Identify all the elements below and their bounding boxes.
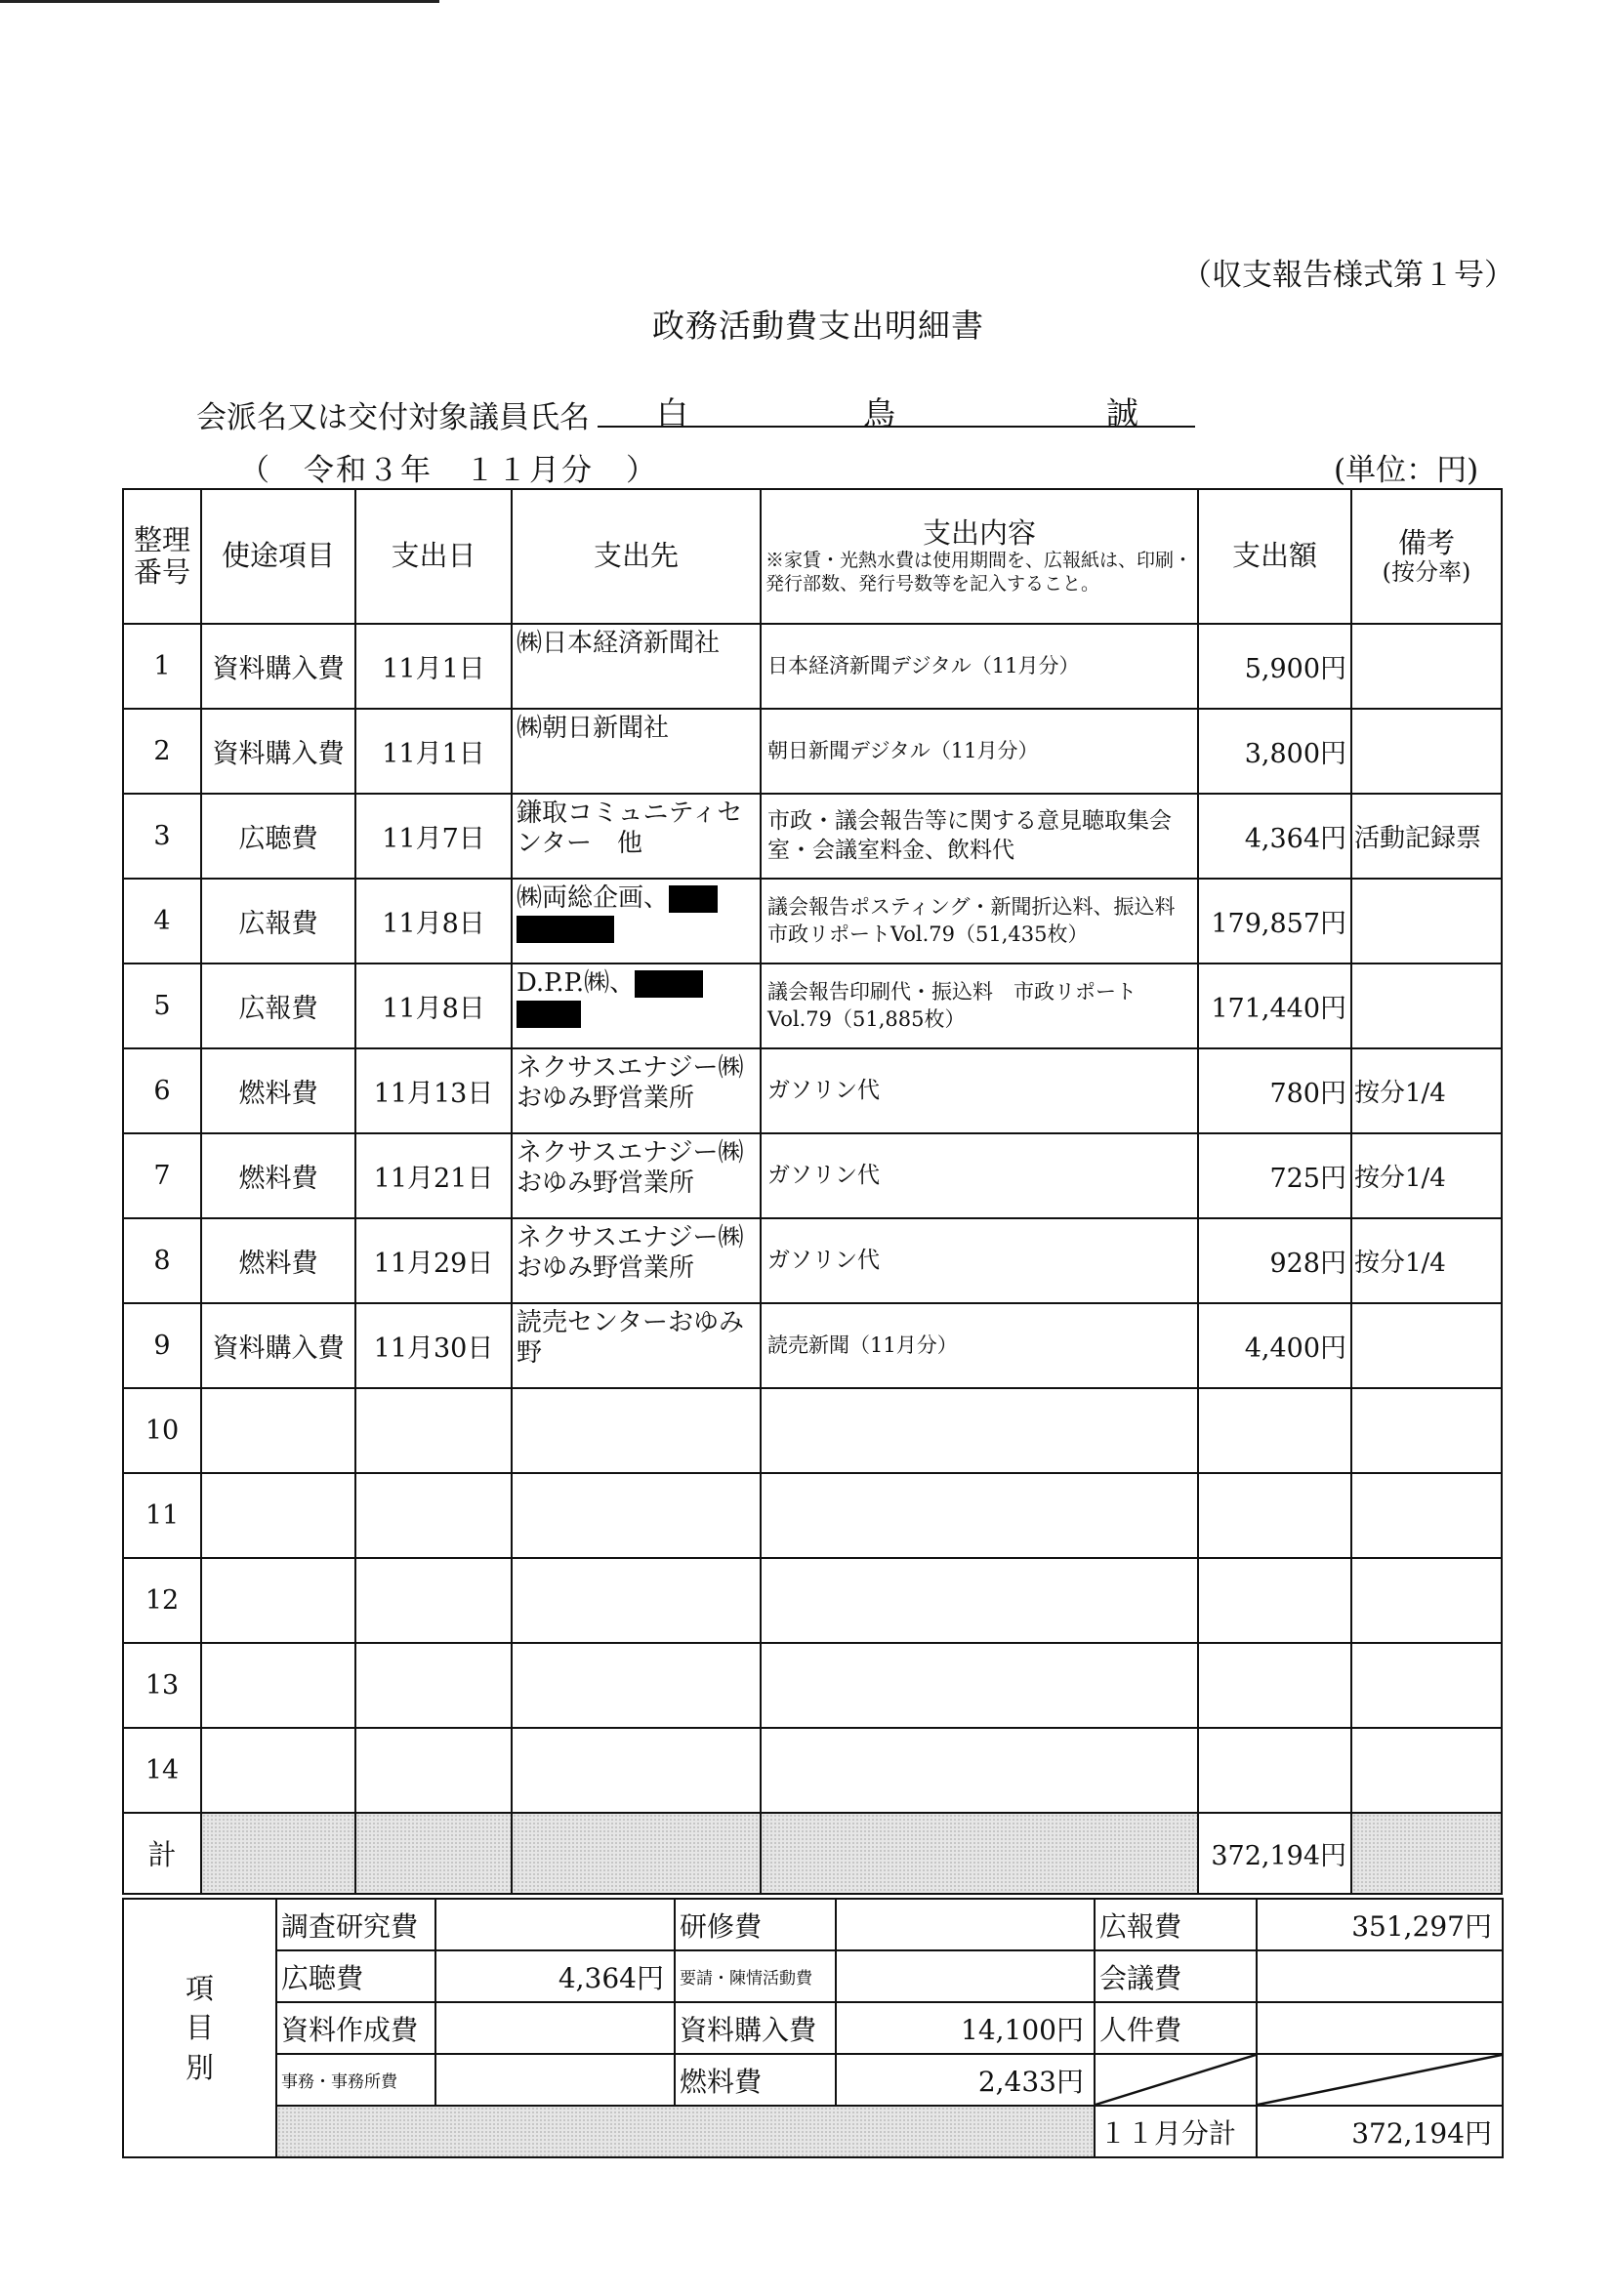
row-date: 11月13日 [355, 1048, 512, 1133]
category-value [435, 2002, 675, 2054]
form-number: （収支報告様式第１号） [1181, 258, 1514, 293]
row-content: 日本経済新聞デジタル（11月分） [761, 624, 1198, 709]
table-row [123, 1643, 1502, 1728]
row-amount: 4,400円 [1198, 1303, 1351, 1388]
category-side-label: 項目別 [123, 1899, 276, 2157]
row-payee [512, 1473, 761, 1558]
row-use: 燃料費 [201, 1048, 355, 1133]
category-summary-table [122, 1898, 1504, 2158]
content-instruction: ※家賃・光熱水費は使用期間を、広報紙は、印刷・発行部数、発行号数等を記入すること。 [765, 549, 1193, 594]
row-number: 4 [123, 879, 201, 964]
category-value: 351,297円 [1257, 1899, 1503, 1950]
row-payee [512, 964, 761, 1048]
row-use [201, 1473, 355, 1558]
row-note: 按分1/4 [1351, 1048, 1502, 1133]
row-content [761, 1473, 1198, 1558]
row-amount: 5,900円 [1198, 624, 1351, 709]
row-note: 按分1/4 [1351, 1133, 1502, 1218]
redaction-block [517, 1001, 581, 1028]
row-amount [1198, 1643, 1351, 1728]
category-label: 燃料費 [675, 2054, 836, 2106]
row-date: 11月1日 [355, 624, 512, 709]
row-use [201, 1643, 355, 1728]
category-label: 広聴費 [276, 1950, 435, 2002]
redaction-block [517, 916, 614, 943]
row-content: 読売新聞（11月分） [761, 1303, 1198, 1388]
note-title: 備考 [1397, 525, 1455, 559]
row-date [355, 1388, 512, 1473]
row-content: ガソリン代 [761, 1218, 1198, 1303]
row-number: 8 [123, 1218, 201, 1303]
row-date [355, 1643, 512, 1728]
expense-detail-table [122, 488, 1503, 1895]
row-note [1351, 879, 1502, 964]
category-label: 事務・事務所費 [276, 2054, 435, 2106]
category-value: 4,364円 [435, 1950, 675, 2002]
table-row [123, 1303, 1502, 1388]
row-use: 広報費 [201, 879, 355, 964]
category-label: 広報費 [1095, 1899, 1257, 1950]
row-date: 11月1日 [355, 709, 512, 794]
content-title: 支出内容 [922, 515, 1036, 550]
row-use: 燃料費 [201, 1133, 355, 1218]
table-row [123, 964, 1502, 1048]
row-note [1351, 624, 1502, 709]
row-use [201, 1388, 355, 1473]
row-date [355, 1473, 512, 1558]
summary-row [123, 1899, 1503, 1950]
row-date: 11月21日 [355, 1133, 512, 1218]
table-row [123, 794, 1502, 879]
row-date [355, 1728, 512, 1813]
month-total-value: 372,194円 [1257, 2106, 1503, 2157]
row-amount [1198, 1473, 1351, 1558]
row-amount: 780円 [1198, 1048, 1351, 1133]
document-title: 政務活動費支出明細書 [652, 307, 984, 345]
row-use: 燃料費 [201, 1218, 355, 1303]
row-use: 広報費 [201, 964, 355, 1048]
row-content [761, 1643, 1198, 1728]
table-row [123, 1218, 1502, 1303]
row-date: 11月8日 [355, 879, 512, 964]
row-content: 市政・議会報告等に関する意見聴取集会室・会議室料金、飲料代 [761, 794, 1198, 879]
col-header-note [1351, 489, 1502, 624]
row-note [1351, 1303, 1502, 1388]
row-number: 14 [123, 1728, 201, 1813]
category-value [836, 1950, 1095, 2002]
row-payee: 鎌取コミュニティセンター 他 [512, 794, 761, 879]
member-name-part: 誠 [1106, 394, 1138, 432]
row-date: 11月30日 [355, 1303, 512, 1388]
shaded-cell [201, 1813, 355, 1894]
summary-row [123, 2106, 1503, 2157]
row-number: 6 [123, 1048, 201, 1133]
row-payee: 読売センターおゆみ野 [512, 1303, 761, 1388]
row-payee [512, 1728, 761, 1813]
note-subtitle: (按分率) [1382, 557, 1471, 586]
month-total-label: １１月分計 [1095, 2106, 1257, 2157]
category-label: 研修費 [675, 1899, 836, 1950]
row-number: 3 [123, 794, 201, 879]
row-content: ガソリン代 [761, 1133, 1198, 1218]
category-label: 人件費 [1095, 2002, 1257, 2054]
row-payee [512, 1558, 761, 1643]
row-note: 活動記録票 [1351, 794, 1502, 879]
row-content: 朝日新聞デジタル（11月分） [761, 709, 1198, 794]
category-label: 資料購入費 [675, 2002, 836, 2054]
row-use [201, 1728, 355, 1813]
category-label: 調査研究費 [276, 1899, 435, 1950]
category-value [1257, 2002, 1503, 2054]
row-content: 議会報告ポスティング・新聞折込料、振込料 市政リポートVol.79（51,435枚） [761, 879, 1198, 964]
category-value [435, 1899, 675, 1950]
diagonal-empty-cell [1257, 2054, 1503, 2106]
col-header-content [761, 489, 1198, 624]
category-value: 14,100円 [836, 2002, 1095, 2054]
row-amount: 725円 [1198, 1133, 1351, 1218]
row-number: 13 [123, 1643, 201, 1728]
row-use: 資料購入費 [201, 624, 355, 709]
col-header-use: 使途項目 [201, 489, 355, 624]
shaded-cell [355, 1813, 512, 1894]
row-content [761, 1728, 1198, 1813]
shaded-cell [761, 1813, 1198, 1894]
row-payee [512, 879, 761, 964]
category-value: 2,433円 [836, 2054, 1095, 2106]
row-content [761, 1558, 1198, 1643]
row-payee: ネクサスエナジー㈱おゆみ野営業所 [512, 1218, 761, 1303]
table-row [123, 1473, 1502, 1558]
row-date [355, 1558, 512, 1643]
table-row [123, 1133, 1502, 1218]
col-header-amount: 支出額 [1198, 489, 1351, 624]
table-row [123, 1558, 1502, 1643]
row-use: 資料購入費 [201, 709, 355, 794]
redaction-block [669, 885, 718, 913]
col-header-number: 整理番号 [123, 489, 201, 624]
diagonal-empty-cell [1095, 2054, 1257, 2106]
category-value [435, 2054, 675, 2106]
row-amount [1198, 1558, 1351, 1643]
row-number: 7 [123, 1133, 201, 1218]
row-use: 資料購入費 [201, 1303, 355, 1388]
row-date: 11月8日 [355, 964, 512, 1048]
row-use: 広聴費 [201, 794, 355, 879]
row-note [1351, 1643, 1502, 1728]
row-payee: ネクサスエナジー㈱おゆみ野営業所 [512, 1133, 761, 1218]
row-note [1351, 1728, 1502, 1813]
shaded-cell [276, 2106, 1095, 2157]
currency-unit: (単位：円) [1334, 453, 1479, 488]
row-amount: 928円 [1198, 1218, 1351, 1303]
row-note [1351, 709, 1502, 794]
row-note [1351, 1558, 1502, 1643]
report-period: （ 令和３年 １１月分 ） [239, 453, 658, 488]
row-payee [512, 1643, 761, 1728]
row-amount [1198, 1388, 1351, 1473]
summary-row [123, 2054, 1503, 2106]
row-number: 2 [123, 709, 201, 794]
row-amount: 171,440円 [1198, 964, 1351, 1048]
row-content [761, 1388, 1198, 1473]
row-payee [512, 1388, 761, 1473]
category-value [836, 1899, 1095, 1950]
row-payee: ㈱朝日新聞社 [512, 709, 761, 794]
table-row [123, 624, 1502, 709]
row-date: 11月7日 [355, 794, 512, 879]
row-number: 10 [123, 1388, 201, 1473]
table-header-row [123, 489, 1502, 624]
row-amount: 4,364円 [1198, 794, 1351, 879]
row-payee: ㈱日本経済新聞社 [512, 624, 761, 709]
member-name-part: 白 [656, 394, 688, 432]
row-date: 11月29日 [355, 1218, 512, 1303]
row-number: 12 [123, 1558, 201, 1643]
table-row [123, 1048, 1502, 1133]
row-number: 1 [123, 624, 201, 709]
summary-row [123, 1950, 1503, 2002]
total-label: 計 [123, 1813, 201, 1894]
row-content: 議会報告印刷代・振込料 市政リポートVol.79（51,885枚） [761, 964, 1198, 1048]
row-number: 5 [123, 964, 201, 1048]
member-name-part: 鳥 [863, 394, 895, 432]
row-number: 11 [123, 1473, 201, 1558]
shaded-cell [1351, 1813, 1502, 1894]
summary-row [123, 2002, 1503, 2054]
shaded-cell [512, 1813, 761, 1894]
row-amount [1198, 1728, 1351, 1813]
category-label: 要請・陳情活動費 [675, 1950, 836, 2002]
row-amount: 3,800円 [1198, 709, 1351, 794]
row-number: 9 [123, 1303, 201, 1388]
row-note [1351, 964, 1502, 1048]
table-row [123, 1728, 1502, 1813]
member-name-label: 会派名又は交付対象議員氏名 [196, 400, 590, 435]
redaction-block [635, 970, 703, 998]
row-amount: 179,857円 [1198, 879, 1351, 964]
category-label: 資料作成費 [276, 2002, 435, 2054]
row-use [201, 1558, 355, 1643]
table-row [123, 709, 1502, 794]
col-header-date: 支出日 [355, 489, 512, 624]
row-note [1351, 1473, 1502, 1558]
top-edge-line [0, 0, 439, 3]
row-note [1351, 1388, 1502, 1473]
row-payee: ネクサスエナジー㈱おゆみ野営業所 [512, 1048, 761, 1133]
category-label: 会議費 [1095, 1950, 1257, 2002]
total-amount: 372,194円 [1198, 1813, 1351, 1894]
col-header-payee: 支出先 [512, 489, 761, 624]
table-row [123, 1388, 1502, 1473]
row-note: 按分1/4 [1351, 1218, 1502, 1303]
table-row [123, 879, 1502, 964]
category-value [1257, 1950, 1503, 2002]
payee-name: ㈱両総企画、 [517, 883, 670, 913]
payee-name: D.P.P.㈱、 [517, 968, 636, 998]
total-row [123, 1813, 1502, 1894]
row-content: ガソリン代 [761, 1048, 1198, 1133]
